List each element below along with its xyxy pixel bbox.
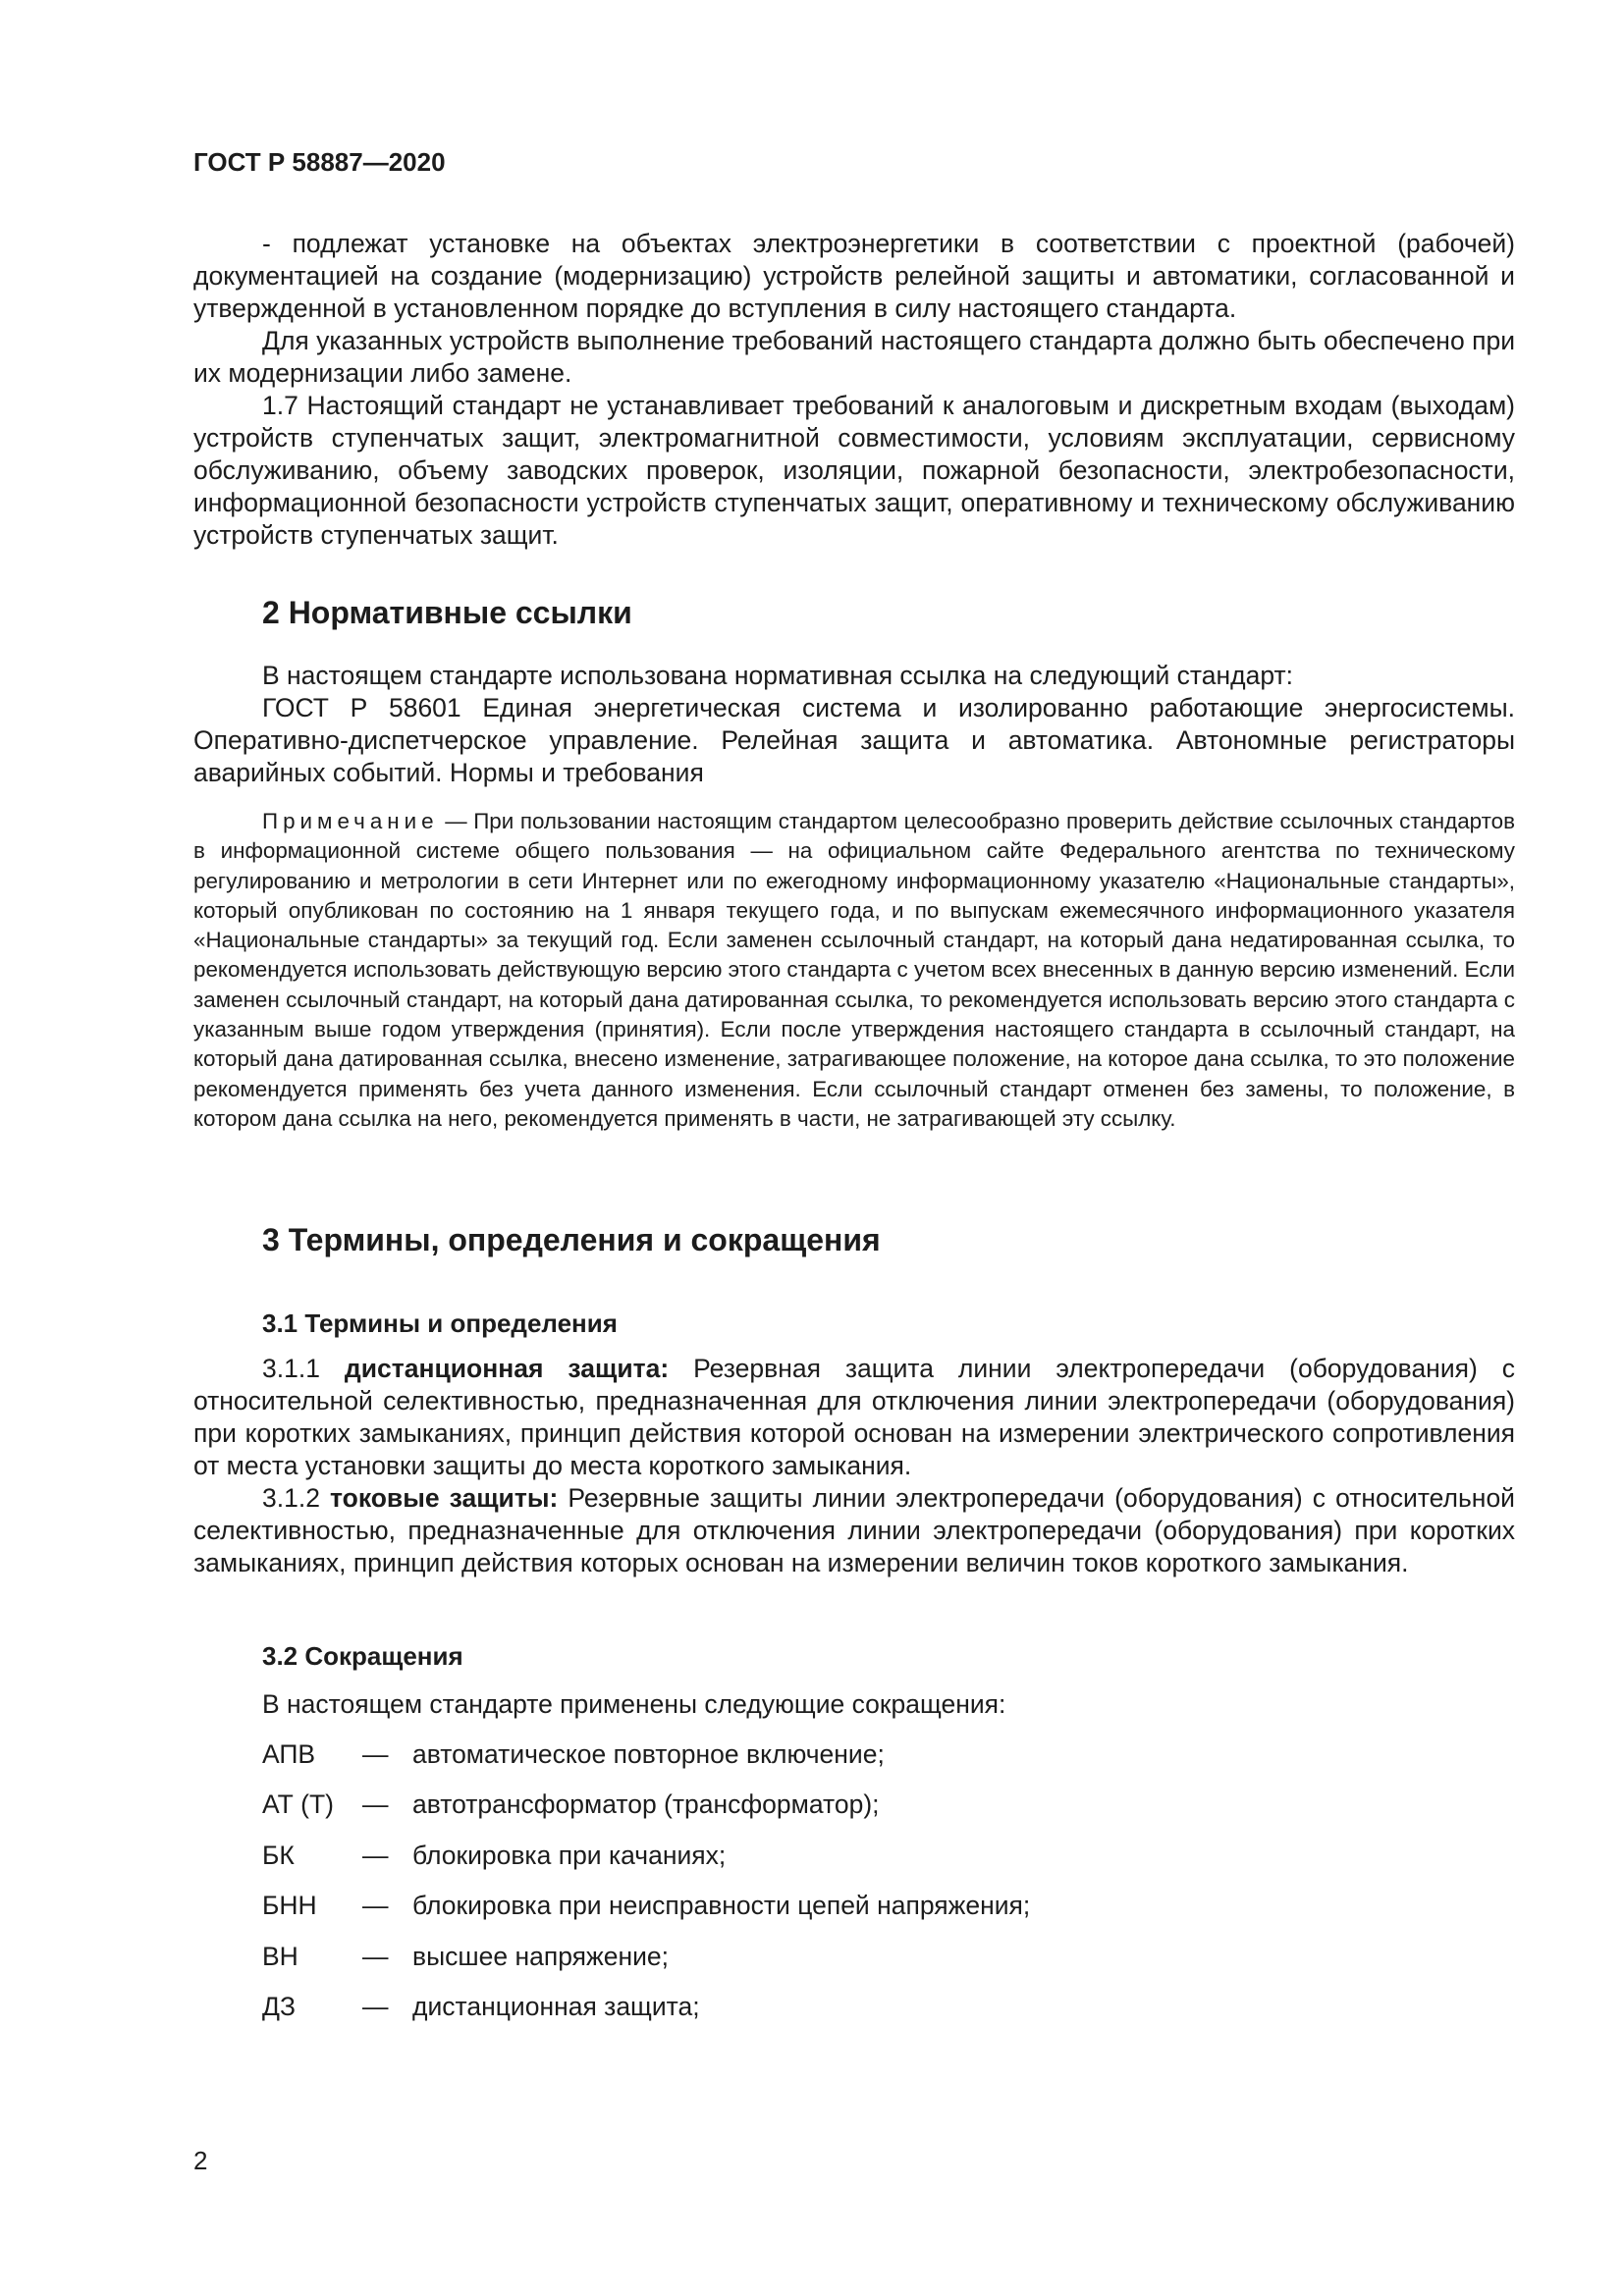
abbreviation-term: АТ (Т): [262, 1789, 334, 1819]
term-name: дистанционная защита:: [344, 1354, 670, 1383]
abbreviation-dash: —: [362, 1942, 389, 1971]
subsection-3-2-heading: 3.2 Сокращения: [262, 1641, 463, 1671]
abbreviation-definition: автоматическое повторное включение;: [412, 1739, 885, 1769]
abbreviations-intro: В настоящем стандарте применены следующие сокращения:: [262, 1689, 1006, 1719]
intro-paragraph: Для указанных устройств выполнение требований настоящего стандарта должно быть обеспечено при их модернизации либо замене.: [193, 326, 1515, 388]
term-definition: Резервная защита линии электропередачи (оборудования) с относительной селективностью, предназначенная для отключения линии электропередачи (оборудования) при коротких замыканиях, принцип действия которой основан на измерении электрического сопротивления от места установки защиты до места короткого замыкания.: [193, 1354, 1515, 1480]
note-paragraph: [193, 807, 1515, 1134]
abbreviation-definition: блокировка при неисправности цепей напряжения;: [412, 1891, 1031, 1920]
term-3-1-1: [193, 1353, 1515, 1482]
abbreviation-term: БК: [262, 1841, 295, 1870]
abbreviation-term: БНН: [262, 1891, 317, 1920]
abbreviation-definition: автотрансформатор (трансформатор);: [412, 1789, 880, 1819]
abbreviations-intro-block: [193, 1688, 1515, 1721]
clause-1-7: 1.7 Настоящий стандарт не устанавливает требований к аналоговым и дискретным входам (выходам) устройств ступенчатых защит, электромагнитной совместимости, условиям эксплуатации, сервисному обслуживанию, объему заводских проверок, изоляции, пожарной безопасности, электробезопасности, информационной безопасности устройств ступенчатых защит, оперативному и техническому обслуживанию устройств ступенчатых защит.: [193, 391, 1515, 550]
referenced-standard: ГОСТ Р 58601 Единая энергетическая система и изолированно работающие энергосистемы. Оперативно-диспетчерское управление. Релейная защита и автоматика. Автономные регистраторы аварийных событий. Нормы и требования: [193, 693, 1515, 787]
term-number: 3.1.2: [262, 1483, 330, 1513]
abbreviation-dash: —: [362, 1992, 389, 2021]
note-block: [193, 807, 1515, 1134]
section-2-paragraph: В настоящем стандарте использована нормативная ссылка на следующий стандарт:: [262, 661, 1293, 690]
term-number: 3.1.1: [262, 1354, 345, 1383]
document-header: ГОСТ Р 58887—2020: [193, 147, 446, 177]
abbreviation-dash: —: [362, 1739, 389, 1769]
intro-text: [193, 228, 1515, 552]
subsection-3-1-heading: 3.1 Термины и определения: [262, 1308, 618, 1338]
abbreviation-dash: —: [362, 1789, 389, 1819]
term-3-1-2: [193, 1482, 1515, 1579]
abbreviation-dash: —: [362, 1891, 389, 1920]
term-name: токовые защиты:: [330, 1483, 559, 1513]
intro-paragraph: - подлежат установке на объектах электроэнергетики в соответствии с проектной (рабочей) документацией на создание (модернизацию) устройств релейной защиты и автоматики, согласованной и утвержденной в установленном порядке до вступления в силу настоящего стандарта.: [193, 229, 1515, 323]
note-text: — При пользовании настоящим стандартом целесообразно проверить действие ссылочных стандартов в информационной системе общего пользования — на официальном сайте Федерального агентства по техническому регулированию и метрологии в сети Интернет или по ежегодному информационному указателю «Национальные стандарты», который опубликован по состоянию на 1 января текущего года, и по выпускам ежемесячного информационного указателя «Национальные стандарты» за текущий год. Если заменен ссылочный стандарт, на который дана недатированная ссылка, то рекомендуется использовать действующую версию этого стандарта с учетом всех внесенных в данную версию изменений. Если заменен ссылочный стандарт, на который дана датированная ссылка, то рекомендуется использовать версию этого стандарта с указанным выше годом утверждения (принятия). Если после утверждения настоящего стандарта в ссылочный стандарт, на который дана датированная ссылка, внесено изменение, затрагивающее положение, на которое дана ссылка, то это положение рекомендуется применять без учета данного изменения. Если ссылочный стандарт отменен без замены, то положение, в котором дана ссылка на него, рекомендуется применять в части, не затрагивающей эту ссылку.: [193, 809, 1515, 1131]
abbreviation-definition: высшее напряжение;: [412, 1942, 669, 1971]
page-number: 2: [193, 2146, 208, 2175]
abbreviation-dash: —: [362, 1841, 389, 1870]
section-3-heading: 3 Термины, определения и сокращения: [262, 1222, 881, 1257]
abbreviation-definition: дистанционная защита;: [412, 1992, 700, 2021]
abbreviation-term: ДЗ: [262, 1992, 296, 2021]
abbreviation-term: АПВ: [262, 1739, 316, 1769]
terms-text: [193, 1353, 1515, 1579]
abbreviation-definition: блокировка при качаниях;: [412, 1841, 727, 1870]
abbreviation-term: ВН: [262, 1942, 298, 1971]
term-definition: Резервные защиты линии электропередачи (оборудования) с относительной селективностью, предназначенные для отключения линии электропередачи (оборудования) при коротких замыканиях, принцип действия которых основан на измерении величин токов короткого замыкания.: [193, 1483, 1515, 1577]
note-label: Примечание: [262, 809, 439, 833]
section-2-text: [193, 660, 1515, 789]
section-2-heading: 2 Нормативные ссылки: [262, 595, 632, 630]
